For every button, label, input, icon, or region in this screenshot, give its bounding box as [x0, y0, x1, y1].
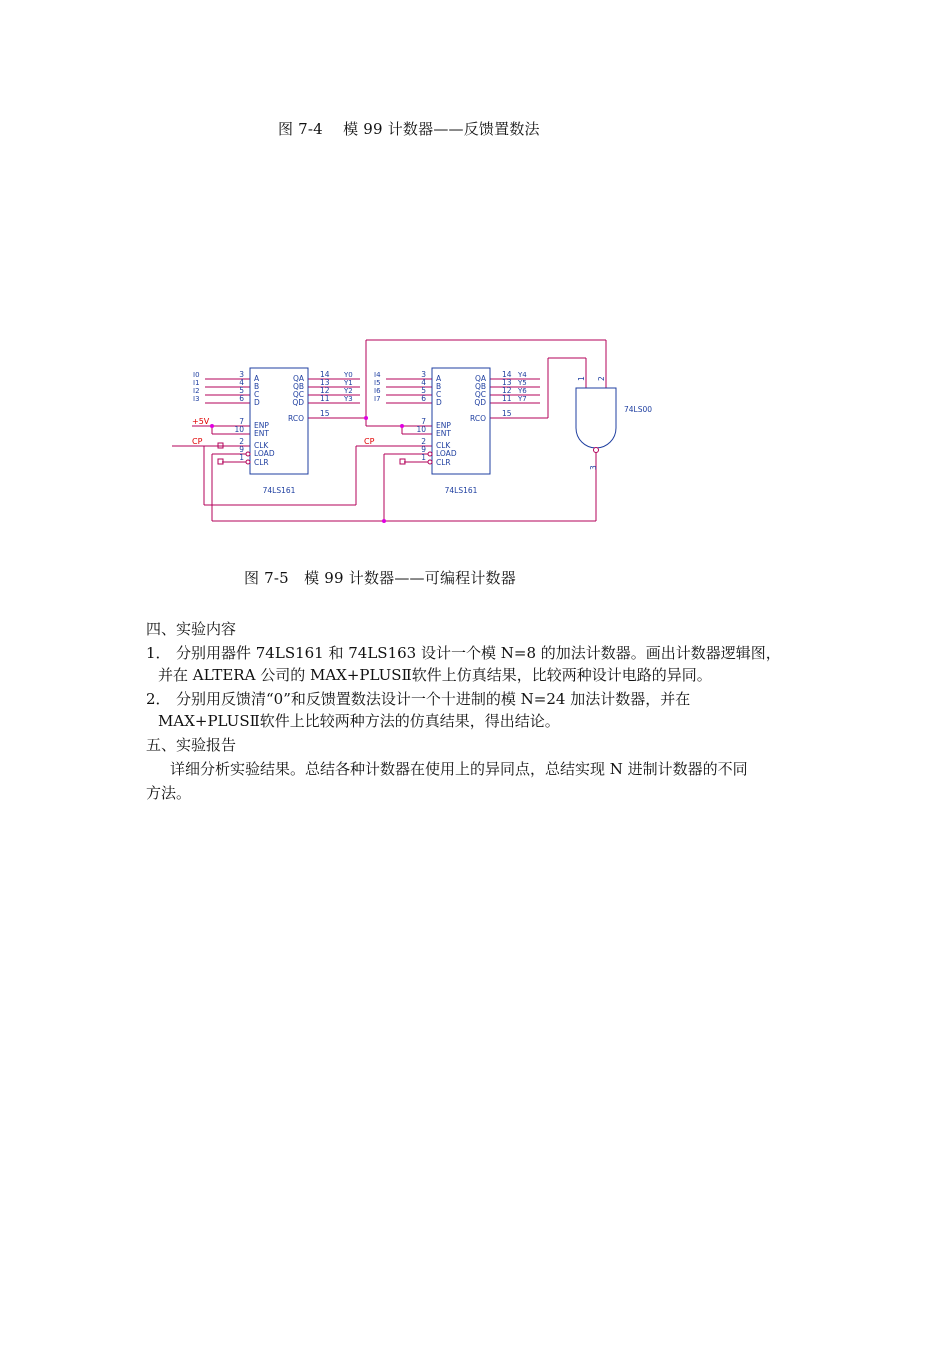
nand-gate: [576, 388, 616, 453]
svg-text:1: 1: [239, 453, 244, 462]
svg-text:Y3: Y3: [344, 395, 353, 403]
svg-text:I2: I2: [193, 387, 200, 395]
gate-pin-2: 2: [597, 376, 606, 381]
svg-text:QB: QB: [474, 382, 486, 391]
section5-heading: 五、实验报告: [146, 736, 237, 754]
svg-text:Y1: Y1: [344, 379, 353, 387]
svg-text:LOAD: LOAD: [254, 449, 275, 458]
svg-text:ENT: ENT: [254, 429, 269, 438]
svg-text:7: 7: [239, 417, 244, 426]
svg-text:CLK: CLK: [254, 441, 269, 450]
svg-text:QD: QD: [474, 398, 486, 407]
svg-text:ENT: ENT: [436, 429, 451, 438]
svg-text:Y4: Y4: [518, 371, 527, 379]
clock-label-2: CP: [364, 437, 375, 446]
svg-text:3: 3: [421, 370, 426, 379]
svg-text:12: 12: [502, 386, 512, 395]
svg-text:12: 12: [320, 386, 330, 395]
svg-text:I4: I4: [374, 371, 381, 379]
svg-text:3: 3: [239, 370, 244, 379]
clock-label-1: CP: [192, 437, 203, 446]
chip1-pin-numbers: [234, 370, 329, 462]
svg-text:QD: QD: [292, 398, 304, 407]
item1-line2: 并在 ALTERA 公司的 MAX+PLUSⅡ软件上仿真结果，比较两种设计电路的异同。: [158, 666, 712, 684]
svg-text:D: D: [254, 398, 260, 407]
svg-text:I3: I3: [193, 395, 200, 403]
svg-text:13: 13: [502, 378, 512, 387]
svg-text:QC: QC: [474, 390, 486, 399]
section5-line2: 方法。: [146, 784, 192, 802]
svg-text:RCO: RCO: [470, 414, 486, 423]
chip1-part-label: 74LS161: [262, 486, 296, 495]
svg-text:13: 13: [320, 378, 330, 387]
svg-text:I1: I1: [193, 379, 200, 387]
svg-text:4: 4: [421, 378, 426, 387]
chip1-pin-names: [254, 374, 305, 467]
svg-text:4: 4: [239, 378, 244, 387]
svg-text:I6: I6: [374, 387, 381, 395]
svg-text:ENP: ENP: [254, 421, 269, 430]
chip2-part-label: 74LS161: [444, 486, 478, 495]
svg-text:Y2: Y2: [344, 387, 353, 395]
svg-text:C: C: [254, 390, 260, 399]
figure-caption-7-5: 图 7-5 模 99 计数器——可编程计数器: [244, 569, 516, 587]
svg-text:15: 15: [502, 409, 512, 418]
svg-text:6: 6: [239, 394, 244, 403]
svg-text:6: 6: [421, 394, 426, 403]
svg-text:14: 14: [320, 370, 330, 379]
svg-text:D: D: [436, 398, 442, 407]
svg-text:QA: QA: [474, 374, 486, 383]
svg-text:11: 11: [320, 394, 330, 403]
gate-pin-3: 3: [589, 465, 598, 470]
svg-text:Y5: Y5: [518, 379, 527, 387]
svg-text:Y6: Y6: [518, 387, 527, 395]
svg-text:10: 10: [416, 425, 426, 434]
svg-text:B: B: [436, 382, 442, 391]
svg-text:9: 9: [421, 445, 426, 454]
svg-text:QB: QB: [292, 382, 304, 391]
figure-caption-7-4: 图 7-4 模 99 计数器——反馈置数法: [278, 120, 540, 138]
item2-line2: MAX+PLUSⅡ软件上比较两种方法的仿真结果，得出结论。: [158, 712, 560, 730]
item1-line1: 分别用器件 74LS161 和 74LS163 设计一个模 N=8 的加法计数器。画出计数器逻辑图，: [176, 644, 781, 662]
svg-text:I7: I7: [374, 395, 381, 403]
svg-text:5: 5: [421, 386, 426, 395]
svg-text:A: A: [254, 374, 260, 383]
gate-pin-1: 1: [577, 376, 586, 381]
svg-text:Y0: Y0: [344, 371, 353, 379]
svg-text:CLR: CLR: [254, 458, 269, 467]
svg-text:A: A: [436, 374, 442, 383]
chip2-pin-numbers: [416, 370, 511, 462]
svg-text:2: 2: [239, 437, 244, 446]
svg-text:LOAD: LOAD: [436, 449, 457, 458]
counter-schematic: [0, 0, 952, 560]
item2-line1: 分别用反馈清“0”和反馈置数法设计一个十进制的模 N=24 加法计数器，并在: [176, 690, 691, 708]
gate-part-label: 74LS00: [624, 405, 653, 414]
section4-heading: 四、实验内容: [146, 620, 237, 638]
svg-text:10: 10: [234, 425, 244, 434]
svg-text:QC: QC: [292, 390, 304, 399]
svg-text:CLK: CLK: [436, 441, 451, 450]
svg-text:B: B: [254, 382, 260, 391]
svg-text:2: 2: [421, 437, 426, 446]
chip2-pin-names: [436, 374, 487, 467]
svg-text:7: 7: [421, 417, 426, 426]
svg-text:15: 15: [320, 409, 330, 418]
svg-text:5: 5: [239, 386, 244, 395]
svg-text:C: C: [436, 390, 442, 399]
item2-number: 2．: [146, 690, 171, 708]
svg-text:QA: QA: [292, 374, 304, 383]
item1-number: 1．: [146, 644, 171, 662]
svg-text:RCO: RCO: [288, 414, 304, 423]
svg-text:ENP: ENP: [436, 421, 451, 430]
svg-text:11: 11: [502, 394, 512, 403]
svg-text:14: 14: [502, 370, 512, 379]
svg-text:9: 9: [239, 445, 244, 454]
svg-text:1: 1: [421, 453, 426, 462]
svg-text:I5: I5: [374, 379, 381, 387]
svg-text:CLR: CLR: [436, 458, 451, 467]
power-label: +5V: [192, 417, 210, 426]
svg-text:I0: I0: [193, 371, 200, 379]
svg-text:Y7: Y7: [518, 395, 527, 403]
section5-line1: 详细分析实验结果。总结各种计数器在使用上的异同点，总结实现 N 进制计数器的不同: [170, 760, 748, 778]
